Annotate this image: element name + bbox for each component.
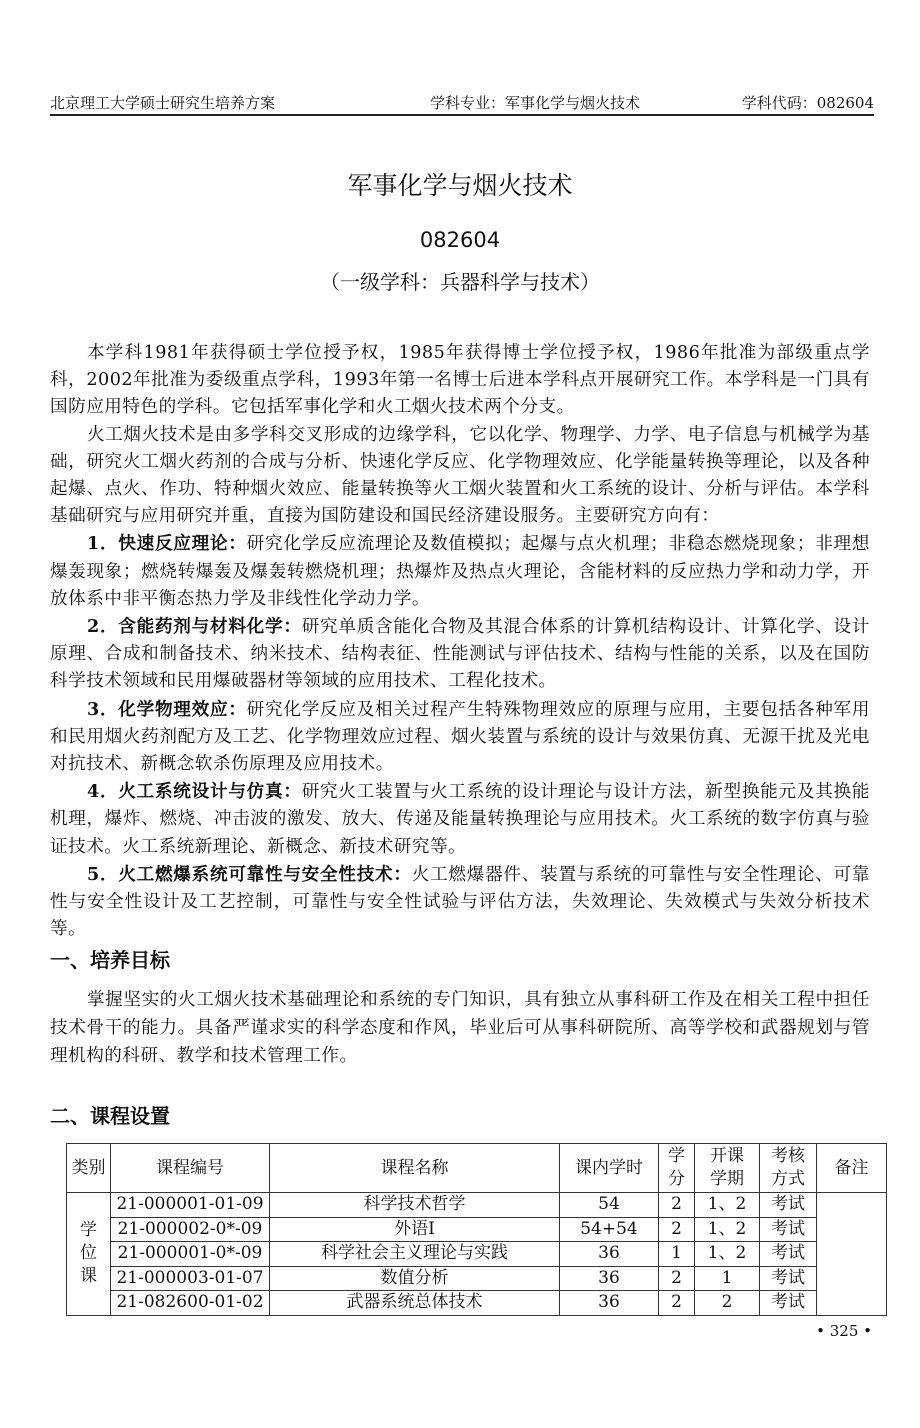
course-code: 21-082600-01-02: [111, 1291, 270, 1316]
exam-type: 考试: [760, 1266, 817, 1291]
col-header: 课程名称: [270, 1144, 560, 1193]
credits: 2: [659, 1193, 695, 1218]
direction-item: [50, 696, 870, 779]
table-row: [67, 1217, 887, 1242]
exam-type: 考试: [760, 1193, 817, 1218]
direction-title: 1．快速反应理论：: [86, 533, 247, 555]
direction-title: 3．化学物理效应：: [86, 698, 247, 720]
course-name: 数值分析: [270, 1266, 560, 1291]
col-header: 课内学时: [560, 1144, 659, 1193]
table-row: [67, 1242, 887, 1267]
direction-title: 2．含能药剂与材料化学：: [86, 616, 302, 638]
course-code: 21-000002-0*-09: [111, 1217, 270, 1242]
hours: 54+54: [560, 1217, 659, 1242]
category-cell: 学位课: [67, 1193, 111, 1316]
direction-item: [50, 613, 870, 696]
section-heading-courses: 二、课程设置: [50, 1104, 170, 1128]
course-name: 外语Ⅰ: [270, 1217, 560, 1242]
exam-type: 考试: [760, 1242, 817, 1267]
direction-text: 研究化学反应流理论及数值模拟；起爆与点火机理；非稳态燃烧现象；非理想爆轰现象；燃烧转爆轰及爆轰转燃烧机理；热爆炸及热点火理论，含能材料的反应热力学和动力学，开放体系中非平衡态热力学及非线性化学动力学。: [50, 534, 870, 609]
semester: 1: [695, 1266, 760, 1291]
credits: 2: [659, 1217, 695, 1242]
credits: 2: [659, 1266, 695, 1291]
semester: 1、2: [695, 1217, 760, 1242]
direction-item: [50, 778, 870, 861]
course-table: [66, 1143, 887, 1316]
direction-text: 研究单质含能化合物及其混合体系的计算机结构设计、计算化学、设计原理、合成和制备技术、纳米技术、结构表征、性能测试与评估技术、结构与性能的关系，以及在国防科学技术领域和民用爆破器材等领域的应用技术、工程化技术。: [50, 617, 870, 692]
page-number: • 325 •: [816, 1322, 872, 1340]
paragraph: 本学科1981年获得硕士学位授予权，1985年获得博士学位授予权，1986年批准为部级重点学科，2002年批准为委级重点学科，1993年第一名博士后进本学科点开展研究工作。本学科是一门具有国防应用特色的学科。它包括军事化学和火工烟火技术两个分支。: [50, 343, 870, 418]
hours: 36: [560, 1242, 659, 1267]
running-header: [50, 92, 874, 116]
hours: 36: [560, 1291, 659, 1316]
course-code: 21-000001-01-09: [111, 1193, 270, 1218]
course-name: 科学社会主义理论与实践: [270, 1242, 560, 1267]
direction-title: 5．火工燃爆系统可靠性与安全性技术：: [86, 863, 412, 885]
table-header-row: [67, 1144, 887, 1193]
hours: 36: [560, 1266, 659, 1291]
table-row: [67, 1291, 887, 1316]
header-left: 北京理工大学硕士研究生培养方案: [50, 94, 276, 112]
exam-type: 考试: [760, 1217, 817, 1242]
header-center: 学科专业：军事化学与烟火技术: [430, 94, 641, 112]
subtitle: （一级学科：兵器科学与技术）: [320, 270, 600, 294]
direction-text: 火工燃爆器件、装置与系统的可靠性与安全性理论、可靠性与安全性设计及工艺控制，可靠性与安全性试验与评估方法，失效理论、失效模式与失效分析技术等。: [50, 864, 870, 940]
semester: 2: [695, 1291, 760, 1316]
table-row: [67, 1193, 887, 1218]
hours: 54: [560, 1193, 659, 1218]
col-header: 课程编号: [111, 1144, 270, 1193]
direction-title: 4．火工系统设计与仿真：: [86, 781, 302, 803]
intro-body: [50, 340, 870, 943]
goals-paragraph: 掌握坚实的火工烟火技术基础理论和系统的专门知识，具有独立从事科研工作及在相关工程中担任技术骨干的能力。具备严谨求实的科学态度和作风，毕业后可从事科研院所、高等学校和武器规划与管理机构的科研、教学和技术管理工作。: [50, 990, 870, 1066]
course-code: 21-000003-01-07: [111, 1266, 270, 1291]
credits: 1: [659, 1242, 695, 1267]
semester: 1、2: [695, 1242, 760, 1267]
subject-code: 082604: [419, 228, 501, 252]
exam-type: 考试: [760, 1291, 817, 1316]
section-heading-goals: 一、培养目标: [50, 948, 170, 972]
course-name: 科学技术哲学: [270, 1193, 560, 1218]
direction-text: 研究火工装置与火工系统的设计理论与设计方法，新型换能元及其换能机理，爆炸、燃烧、冲击波的激发、放大、传递及能量转换理论与应用技术。火工系统的数字仿真与验证技术。火工系统新理论、新概念、新技术研究等。: [50, 782, 870, 857]
direction-item: [50, 530, 870, 613]
credits: 2: [659, 1291, 695, 1316]
course-name: 武器系统总体技术: [270, 1291, 560, 1316]
page-title: 军事化学与烟火技术: [347, 171, 573, 200]
col-header: 考核方式: [760, 1144, 817, 1193]
col-header: 备注: [817, 1144, 887, 1193]
col-header: 开课学期: [695, 1144, 760, 1193]
header-right: 学科代码：082604: [741, 94, 874, 112]
semester: 1、2: [695, 1193, 760, 1218]
remarks-cell: [817, 1193, 887, 1316]
col-header: 学分: [659, 1144, 695, 1193]
paragraph: 火工烟火技术是由多学科交叉形成的边缘学科，它以化学、物理学、力学、电子信息与机械学为基础，研究火工烟火药剂的合成与分析、快速化学反应、化学物理效应、化学能量转换等理论，以及各种起爆、点火、作功、特种烟火效应、能量转换等火工烟火装置和火工系统的设计、分析与评估。本学科基础研究与应用研究并重，直接为国防建设和国民经济建设服务。主要研究方向有：: [50, 424, 870, 527]
course-code: 21-000001-0*-09: [111, 1242, 270, 1267]
direction-text: 研究化学反应及相关过程产生特殊物理效应的原理与应用，主要包括各种军用和民用烟火药剂配方及工艺、化学物理效应过程、烟火装置与系统的设计与效果仿真、无源干扰及光电对抗技术、新概念软杀伤原理及应用技术。: [50, 699, 870, 775]
table-row: [67, 1266, 887, 1291]
col-header: 类别: [67, 1144, 111, 1193]
direction-item: [50, 861, 870, 944]
